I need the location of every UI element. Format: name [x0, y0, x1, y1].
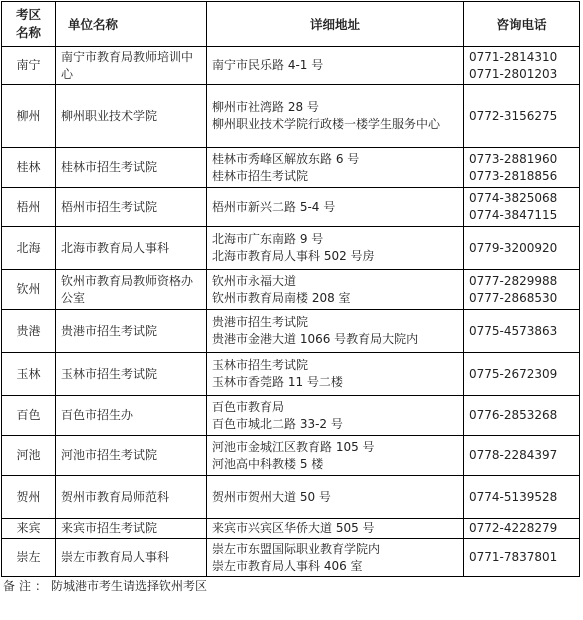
table-row [2, 476, 580, 519]
cell-address [207, 188, 464, 227]
footnote [1, 578, 579, 594]
address-line: 贵港市金港大道 1066 号教育局大院内 [212, 332, 419, 346]
cell-address [207, 148, 464, 188]
cell-city: 梧州 [2, 188, 56, 227]
column-header-city-line1: 考区 [15, 7, 41, 22]
cell-city: 崇左 [2, 539, 56, 577]
address-line: 梧州市新兴二路 5-4 号 [212, 199, 336, 214]
phone-number: 0774-3847115 [469, 208, 558, 222]
cell-phone [464, 519, 580, 539]
cell-unit: 桂林市招生考试院 [56, 148, 207, 188]
address-line: 玉林市招生考试院 [212, 358, 309, 372]
footnote-label: 备注： [3, 579, 52, 593]
table-row [2, 519, 580, 539]
cell-address [207, 310, 464, 353]
address-line: 柳州职业技术学院行政楼一楼学生服务中心 [212, 117, 441, 131]
table-row [2, 47, 580, 85]
cell-phone [464, 188, 580, 227]
address-line: 南宁市民乐路 4-1 号 [212, 58, 324, 72]
phone-number: 0773-2881960 [469, 151, 558, 166]
address-line: 贺州市贺州大道 50 号 [212, 489, 331, 504]
cell-city: 来宾 [2, 519, 56, 539]
address-line: 来宾市兴宾区华侨大道 505 号 [212, 521, 375, 535]
cell-phone [464, 476, 580, 519]
table-row [2, 227, 580, 270]
phone-number: 0776-2853268 [469, 408, 558, 422]
cell-address [207, 85, 464, 148]
cell-city: 桂林 [2, 148, 56, 188]
cell-address [207, 539, 464, 577]
phone-number: 0774-5139528 [469, 489, 558, 504]
cell-city: 贵港 [2, 310, 56, 353]
phone-number: 0777-2829988 [469, 273, 558, 288]
address-line: 百色市教育局 [212, 399, 285, 414]
table-row [2, 396, 580, 436]
cell-city: 钦州 [2, 270, 56, 310]
table-row [2, 436, 580, 476]
cell-city: 贺州 [2, 476, 56, 519]
address-line: 河池高中科教楼 5 楼 [212, 456, 324, 471]
cell-unit: 梧州市招生考试院 [56, 188, 207, 227]
table-row [2, 270, 580, 310]
cell-city: 南宁 [2, 47, 56, 85]
address-line: 钦州市永福大道 [212, 273, 297, 288]
phone-number: 0771-2801203 [469, 66, 558, 81]
cell-city: 柳州 [2, 85, 56, 148]
cell-phone [464, 227, 580, 270]
cell-city: 河池 [2, 436, 56, 476]
cell-address [207, 270, 464, 310]
cell-address [207, 476, 464, 519]
cell-unit: 南宁市教育局教师培训中心 [56, 47, 207, 85]
cell-phone [464, 396, 580, 436]
cell-unit: 玉林市招生考试院 [56, 353, 207, 396]
phone-number: 0773-2818856 [469, 168, 558, 183]
address-line: 钦州市教育局南楼 208 室 [212, 290, 351, 305]
phone-number: 0777-2868530 [469, 290, 558, 305]
phone-number: 0775-4573863 [469, 323, 558, 338]
address-line: 柳州市社湾路 28 号 [212, 100, 319, 114]
table-row [2, 353, 580, 396]
phone-number: 0775-2672309 [469, 366, 558, 381]
address-line: 崇左市东盟国际职业教育学院内 [212, 541, 381, 556]
cell-phone [464, 270, 580, 310]
table-row [2, 188, 580, 227]
address-line: 北海市广东南路 9 号 [212, 232, 324, 246]
cell-phone [464, 436, 580, 476]
table-row [2, 539, 580, 577]
address-line: 北海市教育局人事科 502 号房 [212, 249, 375, 263]
footnote-text: 防城港市考生请选择钦州考区 [51, 579, 208, 593]
exam-site-table-container [1, 1, 579, 594]
phone-number: 0779-3200920 [469, 240, 558, 255]
table-row [2, 148, 580, 188]
exam-site-table [1, 1, 580, 577]
cell-phone [464, 353, 580, 396]
cell-address [207, 436, 464, 476]
column-header-unit: 单位名称 [56, 2, 207, 47]
address-line: 贵港市招生考试院 [212, 315, 309, 329]
cell-address [207, 47, 464, 85]
cell-unit: 柳州职业技术学院 [56, 85, 207, 148]
table-row [2, 85, 580, 148]
cell-city: 北海 [2, 227, 56, 270]
address-line: 崇左市教育局人事科 406 室 [212, 558, 363, 573]
cell-city: 百色 [2, 396, 56, 436]
phone-number: 0772-3156275 [469, 108, 558, 123]
address-line: 桂林市秀峰区解放东路 6 号 [212, 151, 360, 166]
column-header-phone: 咨询电话 [464, 2, 580, 47]
address-line: 百色市城北二路 33-2 号 [212, 416, 343, 431]
cell-unit: 河池市招生考试院 [56, 436, 207, 476]
cell-phone [464, 310, 580, 353]
cell-address [207, 353, 464, 396]
cell-phone [464, 47, 580, 85]
cell-unit: 崇左市教育局人事科 [56, 539, 207, 577]
column-header-city [2, 2, 56, 47]
cell-unit: 来宾市招生考试院 [56, 519, 207, 539]
phone-number: 0778-2284397 [469, 448, 558, 462]
cell-address [207, 227, 464, 270]
cell-unit: 贵港市招生考试院 [56, 310, 207, 353]
phone-number: 0774-3825068 [469, 191, 558, 205]
cell-city: 玉林 [2, 353, 56, 396]
table-row [2, 310, 580, 353]
cell-address [207, 396, 464, 436]
cell-unit: 北海市教育局人事科 [56, 227, 207, 270]
cell-phone [464, 148, 580, 188]
cell-phone [464, 85, 580, 148]
table-body [2, 47, 580, 577]
cell-unit: 钦州市教育局教师资格办公室 [56, 270, 207, 310]
address-line: 河池市金城江区教育路 105 号 [212, 439, 375, 454]
cell-address [207, 519, 464, 539]
address-line: 玉林市香莞路 11 号二楼 [212, 375, 343, 389]
phone-number: 0772-4228279 [469, 521, 558, 535]
cell-unit: 贺州市教育局师范科 [56, 476, 207, 519]
address-line: 桂林市招生考试院 [212, 168, 309, 183]
column-header-address: 详细地址 [207, 2, 464, 47]
table-header-row [2, 2, 580, 47]
cell-unit: 百色市招生办 [56, 396, 207, 436]
cell-phone [464, 539, 580, 577]
column-header-city-line2: 名称 [15, 25, 41, 40]
phone-number: 0771-2814310 [469, 49, 558, 64]
phone-number: 0771-7837801 [469, 550, 558, 564]
